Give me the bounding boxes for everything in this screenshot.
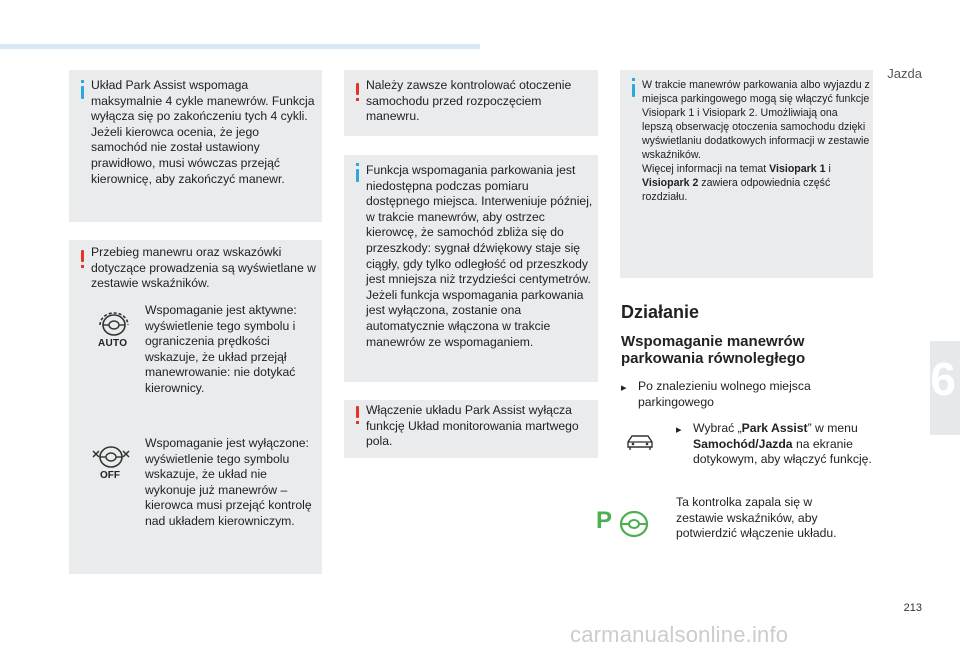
warning-text: Należy zawsze kontrolować otoczenie samochodu przed rozpoczęciem manewru.	[366, 78, 572, 124]
step-prefix: Wybrać „	[693, 421, 742, 435]
chapter-number: 6	[930, 353, 956, 405]
warning-icon	[356, 406, 359, 418]
warning-icon	[356, 83, 359, 95]
car-icon	[625, 432, 655, 456]
warning-icon	[81, 250, 84, 262]
auto-text: Wspomaganie jest aktywne: wyświetlenie tego symbolu i ograniczenia prędkości wskazuje, że układ przejął manewrowanie: nie dotykać kierownicy.	[145, 303, 297, 395]
auto-label: AUTO	[98, 338, 128, 349]
warning-text: Przebieg manewru oraz wskazówki dotyczące prowadzenia są wyświetlane w zestawie wskaźników.	[91, 245, 316, 291]
info-icon	[632, 84, 635, 97]
subheading: Wspomaganie manewrów parkowania równoległego	[621, 333, 806, 367]
warning-box-surroundings	[344, 70, 598, 136]
visiopark1-label: Visiopark 1	[769, 163, 826, 175]
warning-text: Włączenie układu Park Assist wyłącza funkcję Układ monitorowania martwego pola.	[366, 403, 579, 449]
bullet-arrow-icon: ▸	[621, 382, 627, 394]
section-title: Jazda	[887, 66, 922, 81]
step-suffix: na ekranie dotykowym, aby włączyć funkcję.	[693, 436, 872, 467]
info-text: Układ Park Assist wspomaga maksymalnie 4 cykle manewrów. Funkcja wyłącza się po zakończeniu tych 4 cykli. Jeżeli kierowca ocenia, że jego samochód nie został ustawiony prawidłowo, musi wówczas przejąć kierownicę, aby zakończyć manewr.	[91, 78, 315, 186]
info-text	[642, 78, 870, 204]
header-accent-bar	[0, 44, 480, 49]
section-heading: Działanie	[621, 302, 700, 322]
info-box-visiopark	[620, 70, 873, 278]
info-text: Funkcja wspomagania parkowania jest niedostępna podczas pomiaru dostępnego miejsca. Interweniuje później, w trakcie manewrów, aby ostrzec kierowcę, że samochód zbliża się do przeszkody: sygnał dźwiękowy staje się ciągły, gdy tylko odległość od przeszkody jest mniejsza niż trzydzieści centymetrów. Jeżeli funkcja wspomagania parkowania jest wyłączona, zostanie ona automatycznie włączona w trakcie manewrów ze wspomaganiem.	[366, 163, 593, 349]
info-icon	[356, 169, 359, 182]
menu-label: Samochód/Jazda	[693, 436, 793, 451]
step-mid: ” w menu	[807, 421, 858, 435]
step-text: Po znalezieniu wolnego miejsca parkingowego	[638, 379, 811, 409]
off-text: Wspomaganie jest wyłączone: wyświetlenie tego symbolu wskazuje, że układ nie wykonuje już manewrów – kierowca musi przejąć kontrolę nad układem kierowniczym.	[145, 436, 312, 528]
visiopark2-label: Visiopark 2	[642, 177, 699, 189]
warning-box-blind-spot	[344, 400, 598, 458]
off-label: OFF	[100, 470, 120, 481]
info-box-parking-aid	[344, 155, 598, 382]
park-assist-label: Park Assist	[741, 421, 808, 435]
info-box-cycles	[69, 70, 322, 222]
svg-text:P: P	[596, 507, 613, 534]
steering-auto-icon	[96, 310, 132, 352]
page-number: 213	[903, 602, 922, 614]
step-text-park-assist	[693, 421, 873, 468]
lamp-text: Ta kontrolka zapala się w zestawie wskaźników, aby potwierdzić włączenie układu.	[676, 495, 837, 541]
conjunction: i	[825, 163, 831, 175]
info-text-part1: W trakcie manewrów parkowania albo wyjazdu z miejsca parkingowego mogą się włączyć funkcje Visiopark 1 i Visiopark 2. Umożliwiają ona lepszą obserwację otoczenia samochodu dzięki wyświetlaniu dodatkowych informacji w zestawie wskaźników.	[642, 79, 870, 161]
park-assist-lamp-icon	[596, 504, 660, 540]
info-text-part2: Więcej informacji na temat	[642, 163, 770, 175]
bullet-arrow-icon: ▸	[676, 424, 682, 436]
info-icon	[81, 86, 84, 99]
watermark: carmanualsonline.info	[570, 622, 789, 647]
warning-box-display	[69, 240, 322, 574]
info-text-part3: zawiera odpowiednia część rozdziału.	[642, 177, 831, 203]
steering-off-icon	[91, 442, 131, 484]
